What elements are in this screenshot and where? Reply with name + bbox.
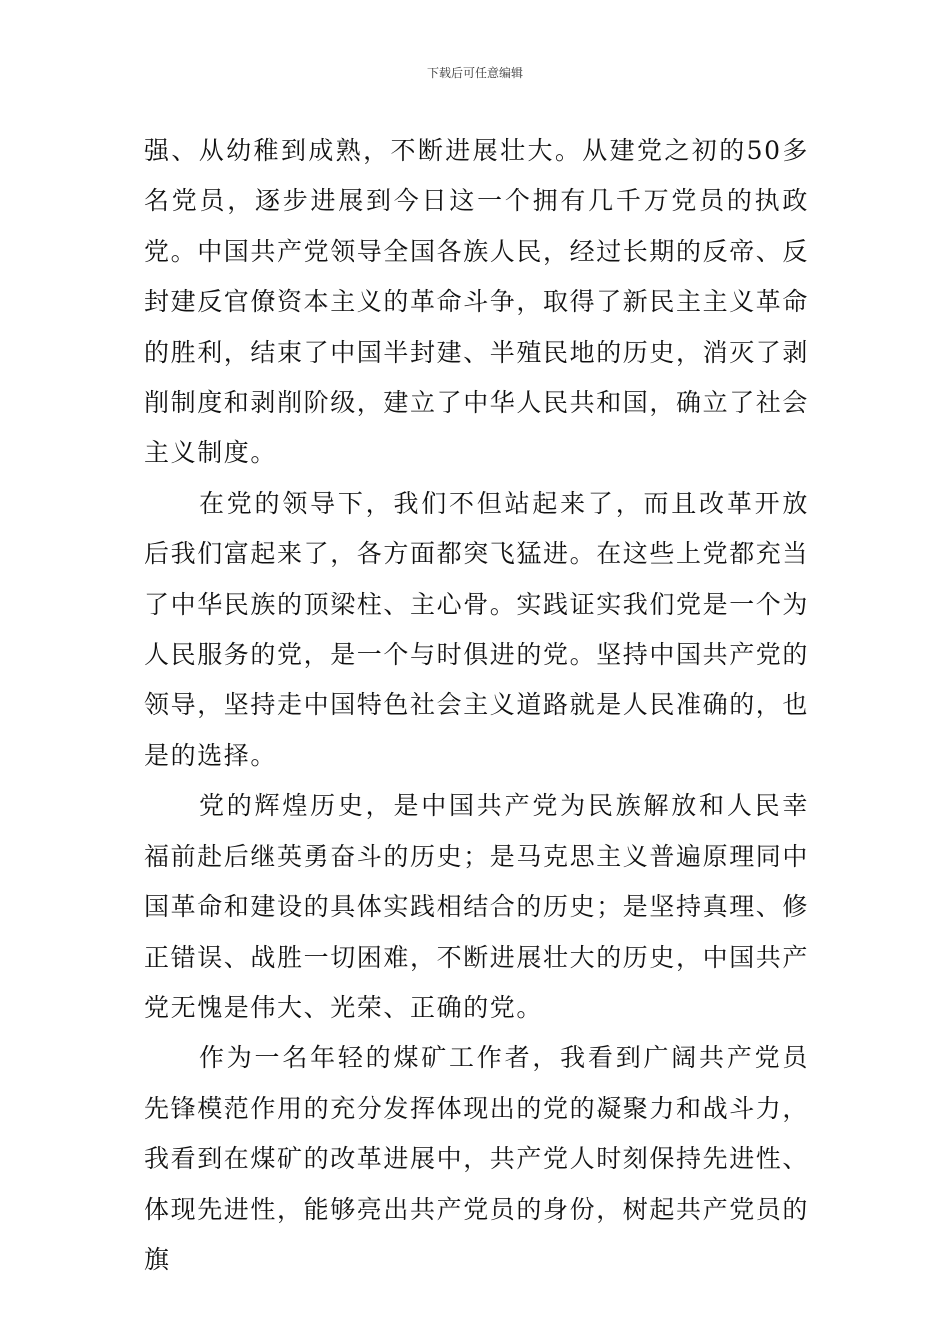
paragraph-4: 作为一名年轻的煤矿工作者，我看到广阔共产党员先锋模范作用的充分发挥体现出的党的凝聚力和战斗力，我看到在煤矿的改革进展中，共产党人时刻保持先进性、体现先进性，能够亮出共产党员的身份，树起共产党员的旗 [144,1043,810,1274]
paragraph-2: 在党的领导下，我们不但站起来了，而且改革开放后我们富起来了，各方面都突飞猛进。在这些上党都充当了中华民族的顶梁柱、主心骨。实践证实我们党是一个为人民服务的党，是一个与时俱进的党。坚持中国共产党的领导，坚持走中国特色社会主义道路就是人民准确的，也是的选择。 [144,488,810,770]
page-header: 下载后可任意编辑 [426,66,523,80]
document-body [144,126,809,1285]
paragraph-1: 强、从幼稚到成熟，不断进展壮大。从建党之初的50多名党员，逐步进展到今日这一个拥有几千万党员的执政党。中国共产党领导全国各族人民，经过长期的反帝、反封建反官僚资本主义的革命斗争，取得了新民主主义革命的胜利，结束了中国半封建、半殖民地的历史，消灭了剥削制度和剥削阶级，建立了中华人民共和国，确立了社会主义制度。 [144,136,810,468]
paragraph-3: 党的辉煌历史，是中国共产党为民族解放和人民幸福前赴后继英勇奋斗的历史；是马克思主义普遍原理同中国革命和建设的具体实践相结合的历史；是坚持真理、修正错误、战胜一切困难，不断进展壮大的历史，中国共产党无愧是伟大、光荣、正确的党。 [144,791,810,1022]
